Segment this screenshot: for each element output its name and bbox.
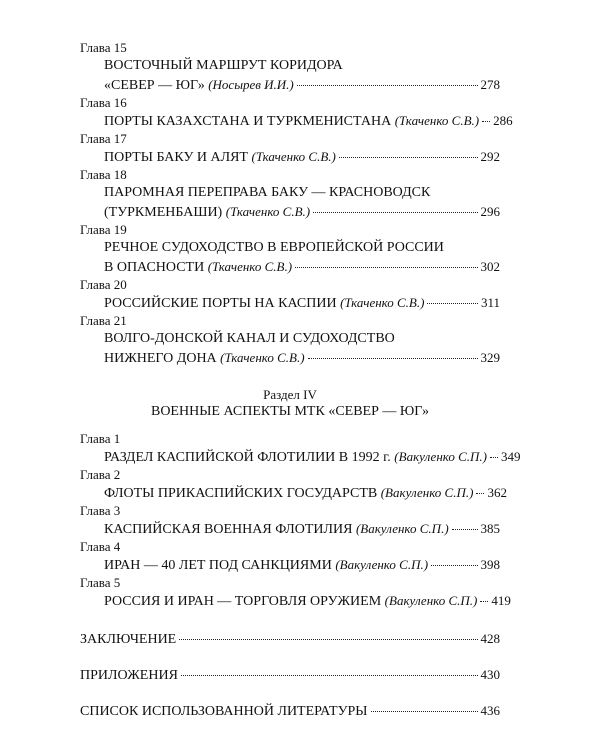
section-label: Раздел IV <box>263 387 317 402</box>
page-number: 419 <box>491 593 511 608</box>
page-number: 349 <box>501 449 521 464</box>
chapter-title-last: НИЖНЕГО ДОНА (Ткаченко С.В.) <box>104 350 305 366</box>
chapter-author: (Ткаченко С.В.) <box>340 295 425 310</box>
chapter-title <box>80 519 500 539</box>
dot-leader <box>452 529 478 530</box>
chapter-title-last: ФЛОТЫ ПРИКАСПИЙСКИХ ГОСУДАРСТВ (Вакуленко С.П.) <box>104 485 474 501</box>
chapter-title-line: ВОСТОЧНЫЙ МАРШРУТ КОРИДОРА <box>104 58 343 73</box>
toc-entry <box>104 293 500 313</box>
dot-leader <box>482 121 490 122</box>
chapter-title-last: РОССИЙСКИЕ ПОРТЫ НА КАСПИИ (Ткаченко С.В.) <box>104 295 425 311</box>
toc-entry-bibliography <box>80 701 500 721</box>
toc-entry-appendices <box>80 665 500 685</box>
page-number: 430 <box>480 667 500 682</box>
page-number: 302 <box>480 259 500 274</box>
entry-title: ПРИЛОЖЕНИЯ <box>80 668 178 683</box>
dot-leader <box>431 565 477 566</box>
toc-entry <box>104 591 511 611</box>
dot-leader <box>427 303 478 304</box>
chapter-author: (Вакуленко С.П.) <box>355 521 449 536</box>
toc-chapter-4 <box>80 539 500 575</box>
toc-chapter-15 <box>80 40 500 95</box>
chapter-title-last: КАСПИЙСКАЯ ВОЕННАЯ ФЛОТИЛИЯ (Вакуленко С.П.) <box>104 521 449 537</box>
page-number: 329 <box>480 350 500 365</box>
chapter-title <box>80 56 500 95</box>
toc-entry <box>104 555 500 575</box>
chapter-author: (Ткаченко С.В.) <box>225 204 311 219</box>
page-number: 398 <box>480 557 500 572</box>
dot-leader <box>480 601 488 602</box>
toc-chapter-19 <box>80 222 500 277</box>
chapter-title <box>80 447 521 467</box>
entry-title: ЗАКЛЮЧЕНИЕ <box>80 632 177 647</box>
dot-leader <box>295 267 477 268</box>
page-number: 286 <box>493 113 513 128</box>
chapter-author: (Вакуленко С.П.) <box>384 593 478 608</box>
chapter-author: (Вакуленко С.П.) <box>394 449 488 464</box>
page-number: 362 <box>487 485 507 500</box>
chapter-title <box>80 183 500 222</box>
page-number: 296 <box>480 204 500 219</box>
chapter-title <box>80 111 513 131</box>
toc-entry <box>104 447 521 467</box>
chapter-title <box>80 329 500 368</box>
page-number: 292 <box>480 149 500 164</box>
chapter-author: (Носырев И.И.) <box>208 77 294 92</box>
chapter-title <box>80 483 507 503</box>
toc-chapter-20 <box>80 277 500 313</box>
toc-entry <box>104 111 513 131</box>
toc-entry <box>104 147 500 167</box>
dot-leader <box>313 212 477 213</box>
toc-entry <box>104 257 500 277</box>
toc-chapter-2 <box>80 467 507 503</box>
chapter-title-line: РЕЧНОЕ СУДОХОДСТВО В ЕВРОПЕЙСКОЙ РОССИИ <box>104 240 444 255</box>
chapter-label: Глава 1 <box>80 431 121 446</box>
chapter-label: Глава 4 <box>80 539 121 554</box>
section-title: ВОЕННЫЕ АСПЕКТЫ МТК «СЕВЕР — ЮГ» <box>150 404 430 419</box>
chapter-title-last: РОССИЯ И ИРАН — ТОРГОВЛЯ ОРУЖИЕМ (Вакуленко С.П.) <box>104 593 478 609</box>
chapter-title-line: ПАРОМНАЯ ПЕРЕПРАВА БАКУ — КРАСНОВОДСК <box>104 185 431 200</box>
chapter-label: Глава 19 <box>80 222 127 237</box>
chapter-label: Глава 2 <box>80 467 121 482</box>
chapter-title-last: В ОПАСНОСТИ (Ткаченко С.В.) <box>104 259 293 275</box>
chapter-title <box>80 591 511 611</box>
toc-chapter-21 <box>80 313 500 368</box>
entry-title: СПИСОК ИСПОЛЬЗОВАННОЙ ЛИТЕРАТУРЫ <box>80 704 368 719</box>
page-number: 278 <box>480 77 500 92</box>
toc-entry-conclusion <box>80 629 500 649</box>
toc-entry <box>104 519 500 539</box>
dot-leader <box>181 675 478 676</box>
toc-chapter-3 <box>80 503 500 539</box>
page-number: 436 <box>480 703 500 718</box>
chapter-author: (Ткаченко С.В.) <box>251 149 336 164</box>
dot-leader <box>339 157 478 158</box>
chapter-title <box>80 238 500 277</box>
dot-leader <box>490 457 498 458</box>
page-number: 311 <box>480 295 500 310</box>
chapter-label: Глава 18 <box>80 167 127 182</box>
toc-entry <box>104 483 507 503</box>
page-number: 385 <box>480 521 500 536</box>
chapter-author: (Ткаченко С.В.) <box>207 259 293 274</box>
chapter-label: Глава 5 <box>80 575 121 590</box>
toc-page <box>80 40 521 721</box>
toc-entry <box>104 202 500 222</box>
dot-leader <box>371 711 478 712</box>
dot-leader <box>308 358 478 359</box>
chapter-label: Глава 17 <box>80 131 127 146</box>
chapter-title <box>80 555 500 575</box>
chapter-author: (Ткаченко С.В.) <box>394 113 480 128</box>
chapter-author: (Вакуленко С.П.) <box>380 485 474 500</box>
chapter-title-last: «СЕВЕР — ЮГ» (Носырев И.И.) <box>104 77 294 93</box>
chapter-author: (Ткаченко С.В.) <box>220 350 305 365</box>
chapter-title-last: РАЗДЕЛ КАСПИЙСКОЙ ФЛОТИЛИИ В 1992 г. (Вакуленко С.П.) <box>104 449 488 465</box>
chapter-title <box>80 147 500 167</box>
chapter-label: Глава 16 <box>80 95 127 110</box>
chapter-title-line: ВОЛГО-ДОНСКОЙ КАНАЛ И СУДОХОДСТВО <box>104 331 395 346</box>
chapter-title-last: (ТУРКМЕНБАШИ) (Ткаченко С.В.) <box>104 204 311 220</box>
chapter-label: Глава 21 <box>80 313 127 328</box>
toc-entry <box>104 75 500 95</box>
toc-chapter-5 <box>80 575 511 611</box>
chapter-label: Глава 15 <box>80 40 127 55</box>
chapter-author: (Вакуленко С.П.) <box>335 557 429 572</box>
dot-leader <box>179 639 477 640</box>
page-number: 428 <box>480 631 500 646</box>
toc-chapter-18 <box>80 167 500 222</box>
toc-chapter-1 <box>80 431 521 467</box>
chapter-title-last: ИРАН — 40 ЛЕТ ПОД САНКЦИЯМИ (Вакуленко С.П.) <box>104 557 429 573</box>
toc-entry <box>104 348 500 368</box>
chapter-title-last: ПОРТЫ КАЗАХСТАНА И ТУРКМЕНИСТАНА (Ткаченко С.В.) <box>104 113 480 129</box>
toc-chapter-16 <box>80 95 513 131</box>
dot-leader <box>297 85 478 86</box>
chapter-title-last: ПОРТЫ БАКУ И АЛЯТ (Ткаченко С.В.) <box>104 149 336 165</box>
chapter-label: Глава 3 <box>80 503 121 518</box>
dot-leader <box>476 493 484 494</box>
chapter-label: Глава 20 <box>80 277 127 292</box>
chapter-title <box>80 293 500 313</box>
toc-chapter-17 <box>80 131 500 167</box>
